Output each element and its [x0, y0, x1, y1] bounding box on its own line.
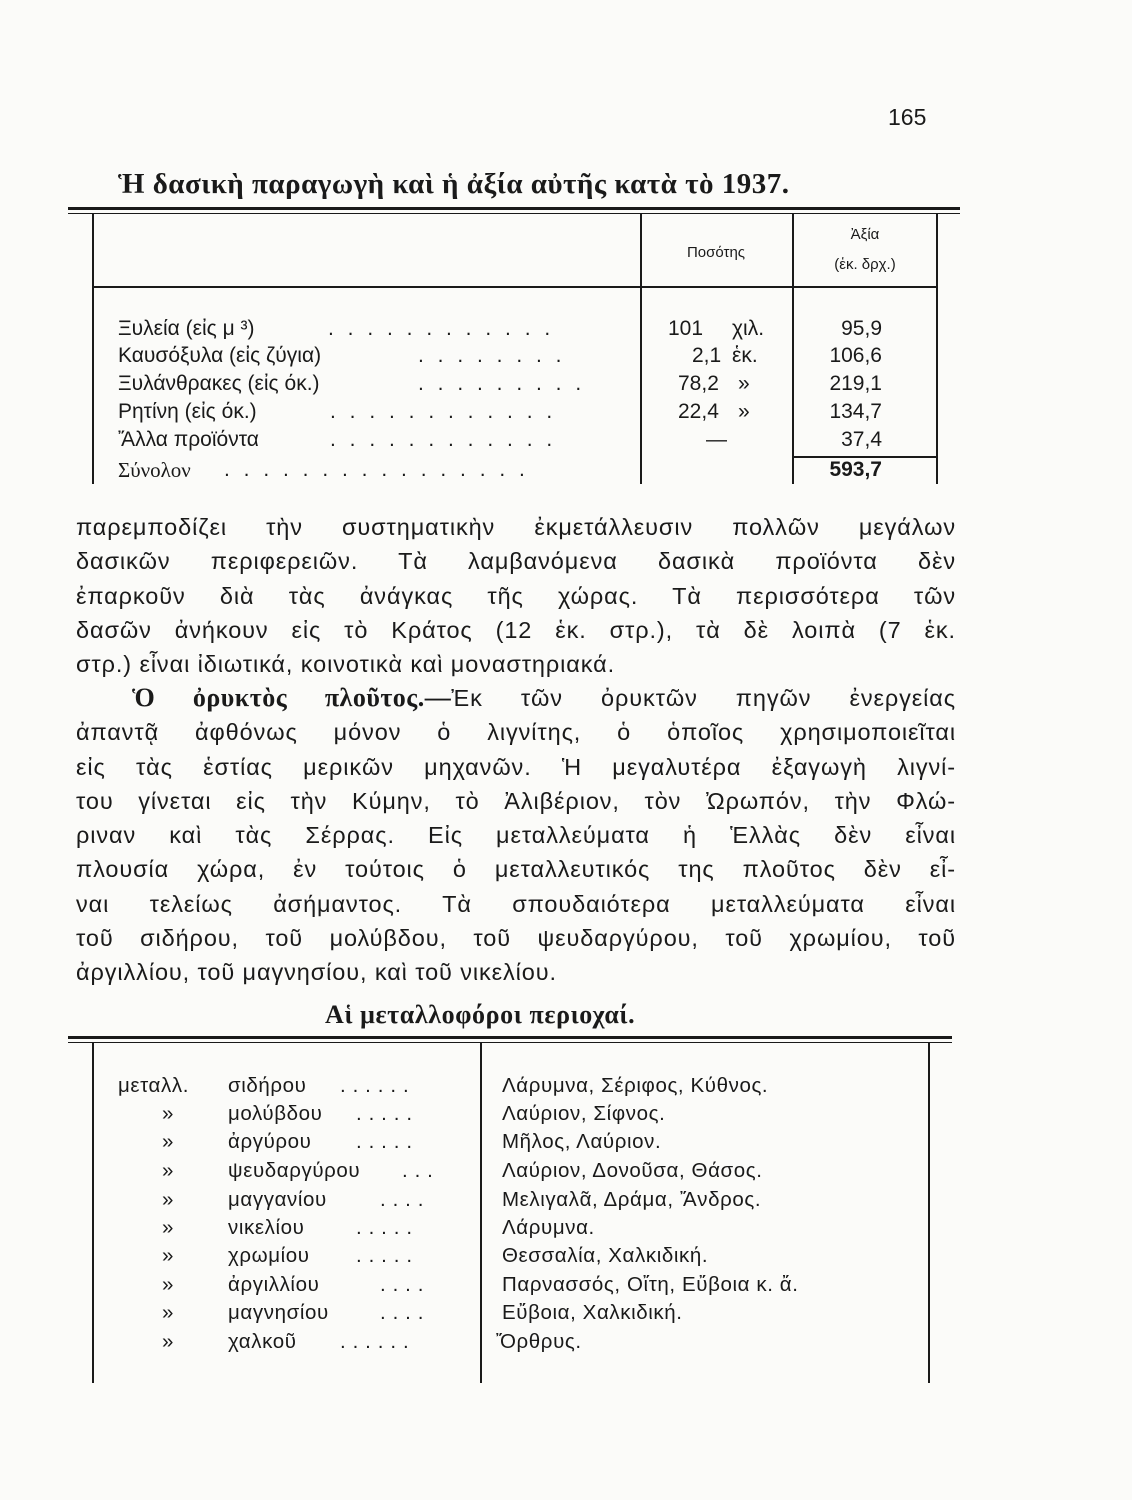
row-quantity: 78,2 [678, 372, 719, 395]
row-prefix: » [162, 1130, 175, 1153]
leader-dots: . . . . [380, 1301, 425, 1324]
row-places: Λάρυμνα. [502, 1216, 595, 1239]
row-places: Λάρυμνα, Σέριφος, Κύθνος. [502, 1074, 769, 1097]
column-header-value: Ἀξία [850, 226, 880, 243]
text-line: ἀπαντᾷ ἀφθόνως μόνον ὁ λιγνίτης, ὁ ὁποῖος χρησιμοποιεῖται [76, 719, 956, 746]
row-label: Ἄλλα προϊόντα [118, 428, 259, 451]
text-line-start: Ἐκ τῶν ὀρυκτῶν πηγῶν ἐνεργείας [451, 685, 956, 711]
row-quantity: 101 [668, 317, 704, 340]
table-row [118, 400, 918, 428]
row-places: Παρνασσός, Οἴτη, Εὔβοια κ. ἄ. [502, 1273, 799, 1296]
leader-dots: . . . . . [356, 1130, 413, 1153]
text-line: εἰς τὰς ἑστίας μερικῶν μηχανῶν. Ἡ μεγαλυτέρα ἐξαγωγὴ λιγνί- [76, 753, 956, 780]
table-row [118, 1273, 918, 1301]
text-line: του γίνεται εἰς τὴν Κύμην, τὸ Ἀλιβέριον, τὸν Ὠρωπόν, τὴν Φλώ- [76, 787, 956, 814]
row-prefix: » [162, 1159, 175, 1182]
table1-top-rule [68, 207, 960, 210]
leader-dots: . . . [402, 1159, 434, 1182]
row-places: Λαύριον, Δονοῦσα, Θάσος. [502, 1159, 763, 1182]
row-places: Μελιγαλᾶ, Δράμα, Ἄνδρος. [502, 1188, 762, 1211]
text-line: ναι τελείως ἀσήμαντος. Τὰ σπουδαιότερα μεταλλεύματα εἶναι [76, 890, 956, 917]
table1-top-rule-thin [68, 213, 960, 214]
leader-dots: . . . . . . . . . [418, 372, 586, 395]
table1-title: Ἡ δασικὴ παραγωγὴ καὶ ἡ ἀξία αὐτῆς κατὰ τὸ 1937. [118, 168, 790, 200]
row-unit: » [738, 372, 750, 395]
leader-dots: . . . . . . . . . . . . . . . . [224, 458, 529, 481]
text-line: δασικῶν περιφερειῶν. Τὰ λαμβανόμενα δασικὰ προϊόντα δὲν [76, 548, 956, 575]
table-row [118, 372, 918, 400]
row-prefix: » [162, 1301, 175, 1324]
row-label: Ρητίνη (εἰς όκ.) [118, 400, 257, 423]
table-row [118, 428, 918, 456]
leader-dots: . . . . . [356, 1216, 413, 1239]
section-heading-mineral-wealth: Ὁ ὀρυκτὸς πλοῦτος.— [132, 683, 452, 712]
row-value: 37,4 [841, 428, 882, 451]
row-unit: χιλ. [732, 317, 765, 340]
row-places: Ὄρθρυς. [496, 1330, 582, 1353]
row-label: Ξυλεία (εἰς μ ³) [118, 317, 255, 340]
table-row [118, 1244, 918, 1272]
column-header-quantity: Ποσότης [686, 244, 746, 261]
row-metal: ἀργιλλίου [228, 1273, 320, 1296]
row-places: Εὔβοια, Χαλκιδική. [502, 1301, 683, 1324]
table1-left-border [92, 214, 94, 484]
row-prefix: » [162, 1273, 175, 1296]
row-places: Θεσσαλία, Χαλκιδική. [502, 1244, 709, 1267]
text-line: τοῦ σιδήρου, τοῦ μολύβδου, τοῦ ψευδαργύρου, τοῦ χρωμίου, τοῦ [76, 925, 956, 952]
table-row [118, 1074, 918, 1102]
table-row [118, 1216, 918, 1244]
table2-top-rule-thin [68, 1042, 952, 1043]
leader-dots: . . . . [380, 1273, 425, 1296]
row-unit: ἑκ. [732, 344, 758, 367]
paragraph-forests [76, 510, 956, 681]
text-line [76, 681, 956, 715]
row-places: Λαύριον, Σίφνος. [502, 1102, 666, 1125]
table-row [118, 1330, 918, 1358]
leader-dots: . . . . . . [340, 1330, 410, 1353]
leader-dots: . . . . . . [340, 1074, 410, 1097]
table-row [118, 1301, 918, 1329]
row-metal: μαγγανίου [228, 1188, 327, 1211]
text-line: ἀργιλλίου, τοῦ μαγνησίου, καὶ τοῦ νικελίου. [76, 959, 557, 986]
leader-dots: . . . . [380, 1188, 425, 1211]
text-line: ἐπαρκοῦν διὰ τὰς ἀνάγκας τῆς χώρας. Τὰ περισσότερα τῶν [76, 582, 956, 609]
row-metal: σιδήρου [228, 1074, 307, 1097]
row-metal: χαλκοῦ [228, 1330, 297, 1353]
text-line: δασῶν ἀνήκουν εἰς τὸ Κράτος (12 ἑκ. στρ.), τὰ δὲ λοιπὰ (7 ἑκ. [76, 616, 956, 643]
page-number: 165 [888, 104, 927, 130]
row-metal: χρωμίου [228, 1244, 310, 1267]
paragraph-minerals [76, 681, 956, 990]
table1-header-rule [92, 286, 938, 288]
row-unit: » [738, 400, 750, 423]
text-line: στρ.) εἶναι ἰδιωτικά, κοινοτικὰ καὶ μοναστηριακά. [76, 651, 616, 678]
row-value: 134,7 [829, 400, 882, 423]
table1-right-border [936, 214, 938, 484]
row-metal: νικελίου [228, 1216, 305, 1239]
row-value: 95,9 [841, 317, 882, 340]
leader-dots: . . . . . . . . . . . . [328, 317, 555, 340]
row-label: Καυσόξυλα (εἰς ζύγια) [118, 344, 322, 367]
table-total-row [118, 458, 918, 486]
table2-title: Αἱ μεταλλοφόροι περιοχαί. [325, 1000, 636, 1029]
table-row [118, 317, 918, 345]
row-prefix: μεταλλ. [118, 1074, 190, 1097]
column-header-value-unit: (ἑκ. δρχ.) [834, 256, 896, 273]
row-value: 106,6 [829, 344, 882, 367]
table-row [118, 1102, 918, 1130]
row-prefix: » [162, 1188, 175, 1211]
leader-dots: . . . . . . . . . . . . [330, 400, 557, 423]
text-line: ριναν καὶ τὰς Σέρρας. Εἰς μεταλλεύματα ἡ Ἑλλὰς δὲν εἶναι [76, 822, 956, 849]
row-prefix: » [162, 1102, 175, 1125]
text-line: παρεμποδίζει τὴν συστηματικὴν ἐκμετάλλευσιν πολλῶν μεγάλων [76, 514, 956, 540]
row-label: Ξυλάνθρακες (εἰς όκ.) [118, 372, 320, 395]
table-row [118, 1188, 918, 1216]
table-row [118, 344, 918, 372]
total-label: Σύνολον [118, 458, 191, 482]
row-quantity: 2,1 [692, 344, 722, 367]
row-places: Μῆλος, Λαύριον. [502, 1130, 662, 1153]
row-metal: ἀργύρου [228, 1130, 312, 1153]
table2-top-rule [68, 1036, 952, 1039]
row-metal: μαγνησίου [228, 1301, 329, 1324]
row-metal: ψευδαργύρου [228, 1159, 361, 1182]
table2-left-border [92, 1043, 94, 1383]
row-value: 219,1 [829, 372, 882, 395]
row-prefix: » [162, 1244, 175, 1267]
row-prefix: » [162, 1216, 175, 1239]
leader-dots: . . . . . [356, 1102, 413, 1125]
total-value: 593,7 [829, 458, 882, 481]
leader-dots: . . . . . . . . . . . . [330, 428, 557, 451]
row-prefix: » [162, 1330, 175, 1353]
row-metal: μολύβδου [228, 1102, 323, 1125]
table-row [118, 1159, 918, 1187]
row-quantity: 22,4 [678, 400, 719, 423]
row-quantity: — [706, 428, 727, 451]
table-row [118, 1130, 918, 1158]
table2-right-border [928, 1043, 930, 1383]
leader-dots: . . . . . [356, 1244, 413, 1267]
leader-dots: . . . . . . . . [418, 344, 566, 367]
text-line: πλουσία χώρα, ἐν τούτοις ὁ μεταλλευτικός της πλοῦτος δὲν εἶ- [76, 856, 956, 883]
